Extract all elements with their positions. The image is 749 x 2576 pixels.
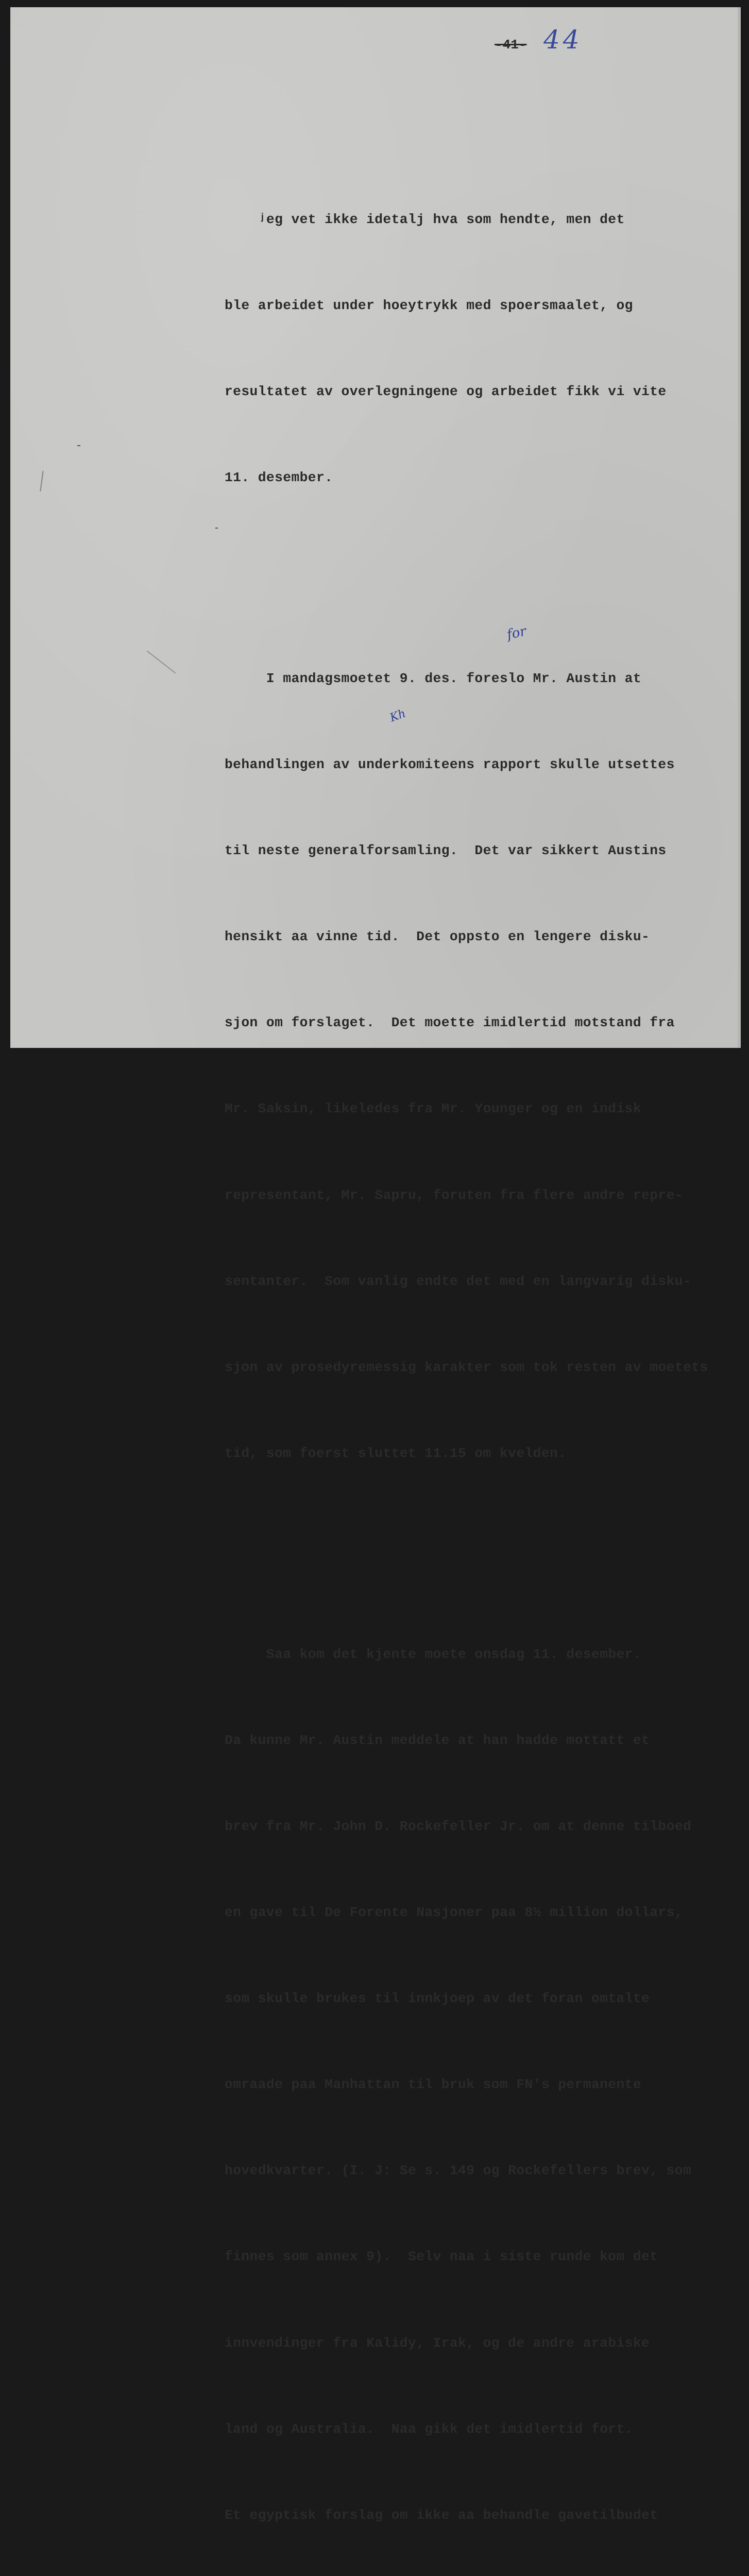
- text-line: en gave til De Forente Nasjoner paa 8½ million dollars,: [225, 1905, 683, 1921]
- paper-crease: [147, 651, 176, 674]
- text-line: omraade paa Manhattan til bruk som FN's permanente: [225, 2077, 642, 2093]
- typed-body-text: [225, 91, 740, 2576]
- paragraph-2: [225, 607, 740, 1526]
- paper-speck: [77, 445, 80, 446]
- paragraph-3: [225, 1583, 740, 2576]
- text-line: hensikt aa vinne tid. Det oppsto en lengere disku-: [225, 929, 650, 945]
- text-line: I mandagsmoetet 9. des. foreslo Mr. Austin at: [225, 671, 642, 686]
- text-line: ble arbeidet under hoeytrykk med spoersmaalet, og: [225, 297, 633, 313]
- typed-page-number-value: -41-: [495, 37, 527, 53]
- text-line: representant, Mr. Sapru, foruten fra flere andre repre-: [225, 1187, 683, 1203]
- text-line: tid, som foerst sluttet 11.15 om kvelden.: [225, 1445, 567, 1461]
- text-line: behandlingen av underkomiteens rapport skulle utsettes: [225, 757, 675, 773]
- text-line: Et egyptisk forslag om ikke aa behandle gavetilbudet: [225, 2507, 658, 2523]
- text-line: sentanter. Som vanlig endte det med en langvarig disku-: [225, 1273, 692, 1289]
- text-line: som skulle brukes til innkjoep av det foran omtalte: [225, 1991, 650, 2007]
- text-line: resultatet av overlegningene og arbeidet fikk vi vite: [225, 384, 667, 399]
- text-line: innvendinger fra Kalidy, Irak, og de andre arabiske: [225, 2335, 650, 2351]
- text-line: sjon av prosedyremessig karakter som tok resten av moetets: [225, 1359, 708, 1375]
- text-line: Da kunne Mr. Austin meddele at han hadde mottatt et: [225, 1732, 650, 1748]
- handwritten-correction-kh: Kh: [388, 707, 407, 725]
- text-line: land og Australia. Naa gikk det imidlertid fort.: [225, 2421, 633, 2437]
- handwritten-page-number: 44: [543, 25, 583, 55]
- handwritten-correction-for: for: [505, 623, 528, 643]
- typed-page-number: [495, 37, 526, 53]
- text-line: Mr. Saksin, likeledes fra Mr. Younger og en indisk: [225, 1101, 642, 1117]
- text-line: finnes som annex 9). Selv naa i siste runde kom det: [225, 2249, 658, 2265]
- text-line: Saa kom det kjente moete onsdag 11. desember.: [225, 1646, 642, 1662]
- paper-speck: [215, 528, 218, 529]
- text-line: 11. desember.: [225, 470, 333, 486]
- text-line: brev fra Mr. John D. Rockefeller Jr. om at denne tilboed: [225, 1818, 692, 1834]
- document-page: [10, 7, 741, 2523]
- paper-scratch: [40, 471, 44, 492]
- text-line: hovedkvarter. (I. J: Se s. 149 og Rockefellers brev, som: [225, 2163, 692, 2179]
- text-line: til neste generalforsamling. Det var sikkert Austins: [225, 843, 667, 859]
- text-line: ʲeg vet ikke idetalj hva som hendte, men det: [225, 211, 625, 227]
- text-line: sjon om forslaget. Det moette imidlertid motstand fra: [225, 1015, 675, 1031]
- paragraph-1: [225, 148, 740, 550]
